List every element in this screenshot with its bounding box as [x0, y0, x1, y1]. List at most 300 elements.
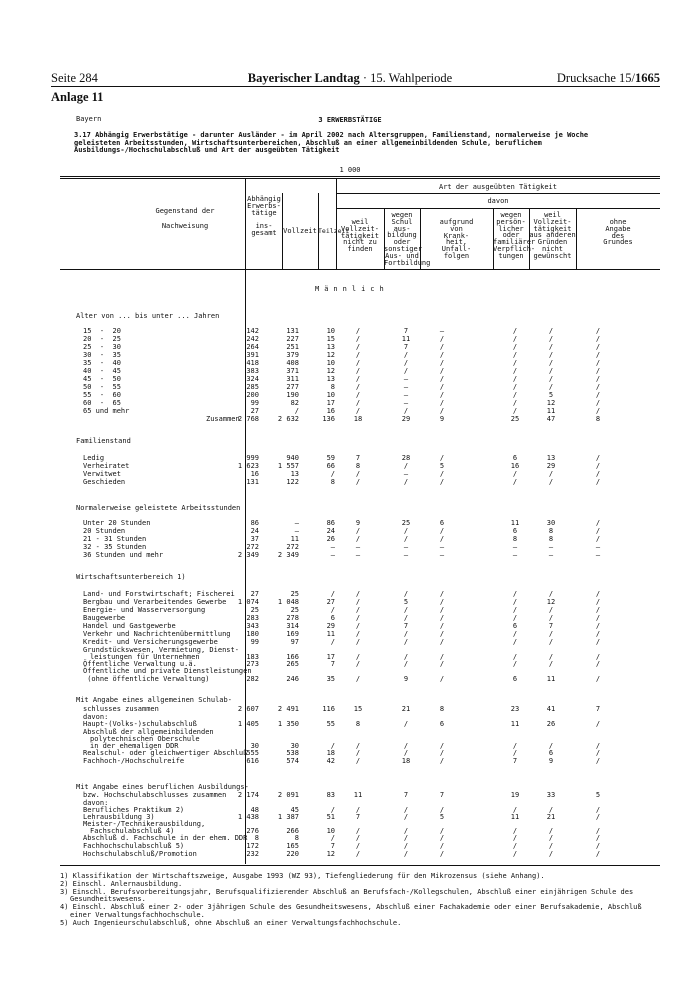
cell-col-8: / — [595, 660, 601, 668]
rule-group — [336, 193, 660, 194]
cell-col-5: / — [439, 359, 445, 367]
cell-col-4: / — [403, 834, 409, 842]
cell-col-4: – — [403, 470, 409, 478]
cell-col-4: 25 — [401, 519, 411, 527]
row-label: 40 - 45 — [83, 367, 121, 375]
col-header-reason-1: weil Vollzeit-tätigkeit nicht zu finden — [341, 218, 379, 254]
cell-col-8: / — [595, 757, 601, 765]
row-label: Berufliches Praktikum 2) — [83, 806, 185, 814]
legislative-period: · 15. Wahlperiode — [359, 71, 453, 85]
cell-col-6: 25 — [510, 415, 520, 423]
cell-col-0: 172 — [246, 842, 259, 850]
cell-col-2: 59 — [326, 454, 335, 462]
row-label: Baugewerbe — [83, 614, 126, 622]
cell-col-5: 6 — [439, 519, 445, 527]
cell-col-7: / — [548, 653, 554, 661]
cell-col-3: / — [355, 470, 361, 478]
document-prefix: Drucksache 15/ — [556, 71, 635, 85]
cell-col-6: / — [512, 478, 518, 486]
cell-col-1: 1 350 — [277, 720, 299, 728]
row-label: Lehrausbildung 3) — [83, 813, 155, 821]
cell-col-0: 1 623 — [237, 462, 259, 470]
cell-col-5: / — [439, 407, 445, 415]
row-label: Öffentliche Verwaltung u.ä. — [83, 660, 197, 668]
cell-col-7: / — [548, 590, 554, 598]
cell-col-3: / — [355, 630, 361, 638]
cell-col-1: – — [294, 519, 299, 527]
cell-col-0: 264 — [246, 343, 259, 351]
cell-col-7: 7 — [548, 622, 554, 630]
cell-col-3: / — [355, 383, 361, 391]
cell-col-4: – — [403, 375, 409, 383]
cell-col-7: / — [548, 327, 554, 335]
cell-col-5: / — [439, 806, 445, 814]
cell-col-1: 251 — [286, 343, 299, 351]
cell-col-7: 29 — [546, 462, 556, 470]
row-label: Familienstand — [76, 437, 131, 445]
col-header-reason-3: aufgrund von Krank-heit, Unfall-folgen — [439, 218, 474, 260]
cell-col-3: / — [355, 757, 361, 765]
cell-col-1: 30 — [290, 742, 299, 750]
cell-col-6: 16 — [510, 462, 520, 470]
cell-col-3: / — [355, 614, 361, 622]
footnote: 2) Einschl. Anlernausbildung. — [60, 879, 183, 888]
cell-col-0: 2 174 — [237, 791, 259, 799]
cell-col-4: – — [403, 391, 409, 399]
cell-col-5: / — [439, 630, 445, 638]
cell-col-4: / — [403, 720, 409, 728]
row-label: schlusses zusammen — [83, 705, 159, 713]
cell-col-1: 165 — [286, 842, 299, 850]
cell-col-4: 18 — [401, 757, 411, 765]
cell-col-0: 99 — [250, 399, 259, 407]
cell-col-8: / — [595, 399, 601, 407]
cell-col-5: / — [439, 535, 445, 543]
cell-col-3: / — [355, 827, 361, 835]
cell-col-3: / — [355, 343, 361, 351]
cell-col-7: 13 — [546, 454, 556, 462]
cell-col-6: 23 — [510, 705, 520, 713]
section-heading-row — [0, 313, 700, 321]
cell-col-5: / — [439, 367, 445, 375]
cell-col-4: – — [403, 383, 409, 391]
section-title: Männlich — [315, 285, 389, 293]
cell-col-8: / — [595, 622, 601, 630]
cell-col-6: / — [512, 660, 518, 668]
row-label: Fachhoch-/Hochschulreife — [83, 757, 185, 765]
cell-col-5: / — [439, 660, 445, 668]
cell-col-6: / — [512, 590, 518, 598]
cell-col-5: / — [439, 598, 445, 606]
cell-col-7: / — [548, 630, 554, 638]
cell-col-2: 86 — [326, 519, 335, 527]
cell-col-6: / — [512, 399, 518, 407]
cell-col-7: 9 — [548, 757, 554, 765]
subject-header — [130, 208, 240, 230]
cell-col-2: / — [330, 834, 335, 842]
rule-header-bottom — [60, 269, 660, 270]
cell-col-7: / — [548, 834, 554, 842]
cell-col-1: 574 — [286, 757, 299, 765]
cell-col-2: 10 — [326, 359, 335, 367]
row-label: Zusammen — [206, 415, 240, 423]
cell-col-3: / — [355, 834, 361, 842]
cell-col-0: 2 349 — [237, 551, 259, 559]
cell-col-3: / — [355, 638, 361, 646]
cell-col-1: 166 — [286, 653, 299, 661]
cell-col-8: / — [595, 470, 601, 478]
row-label: polytechnischen Oberschule — [90, 735, 200, 743]
cell-col-3: 15 — [353, 705, 363, 713]
cell-col-5: / — [439, 606, 445, 614]
col-header-fulltime: Vollzeit — [283, 227, 317, 235]
section-heading-row — [0, 697, 700, 705]
cell-col-5: / — [439, 391, 445, 399]
cell-col-4: / — [403, 590, 409, 598]
cell-col-6: 11 — [510, 813, 520, 821]
cell-col-0: 24 — [250, 527, 259, 535]
section-heading-row — [0, 438, 700, 446]
cell-col-6: – — [512, 543, 518, 551]
cell-col-1: 278 — [286, 614, 299, 622]
cell-col-1: 246 — [286, 675, 299, 683]
cell-col-1: / — [294, 407, 299, 415]
cell-col-3: / — [355, 351, 361, 359]
cell-col-1: 538 — [286, 749, 299, 757]
cell-col-4: 11 — [401, 335, 411, 343]
cell-col-6: / — [512, 742, 518, 750]
cell-col-7: / — [548, 806, 554, 814]
cell-col-1: 1 387 — [277, 813, 299, 821]
row-label: 35 - 40 — [83, 359, 121, 367]
cell-col-6: / — [512, 842, 518, 850]
cell-col-5: / — [439, 842, 445, 850]
cell-col-1: 227 — [286, 335, 299, 343]
col-group-activity: Art der ausgeübten Tätigkeit — [438, 183, 557, 191]
row-label: Abschluß der allgemeinbildenden — [83, 728, 214, 736]
cell-col-2: / — [330, 742, 335, 750]
cell-col-5: / — [439, 470, 445, 478]
section-heading-row — [0, 505, 700, 513]
chapter-heading: 3 ERWERBSTÄTIGE — [318, 116, 382, 124]
cell-col-4: / — [403, 351, 409, 359]
cell-col-2: 42 — [326, 757, 335, 765]
cell-col-2: / — [330, 606, 335, 614]
cell-col-7: / — [548, 478, 554, 486]
cell-col-2: 55 — [326, 720, 335, 728]
col-group-davon: davon — [487, 197, 509, 205]
cell-col-0: 242 — [246, 335, 259, 343]
cell-col-3: / — [355, 606, 361, 614]
cell-col-1: 97 — [290, 638, 299, 646]
cell-col-2: 29 — [326, 622, 335, 630]
col-header-parttime: Teilzeit — [318, 227, 350, 235]
cell-col-8: / — [595, 327, 601, 335]
row-label: Verkehr und Nachrichtenübermittlung — [83, 630, 231, 638]
cell-col-6: / — [512, 407, 518, 415]
col-header-reason-5: weil Vollzeit-tätigkeit aus anderen Gründen nicht gewünscht — [529, 211, 576, 260]
cell-col-0: 37 — [250, 535, 259, 543]
row-label: Alter von ... bis unter ... Jahren — [76, 312, 220, 320]
row-label: 21 - 31 Stunden — [83, 535, 147, 543]
col-header-total: Abhängig Erwerbs-tätige ins-gesamt — [247, 195, 281, 237]
cell-col-1: 13 — [290, 470, 299, 478]
col-header-reason-2: wegen Schul aus-bildung oder sonstiger Aus- und Fortbildung — [384, 211, 431, 267]
cell-col-8: / — [595, 720, 601, 728]
cell-col-8: 7 — [595, 705, 601, 713]
cell-col-4: 5 — [403, 598, 409, 606]
cell-col-8: / — [595, 630, 601, 638]
cell-col-2: / — [330, 638, 335, 646]
cell-col-5: – — [439, 543, 445, 551]
cell-col-2: 10 — [326, 327, 335, 335]
cell-col-0: 616 — [246, 757, 259, 765]
cell-col-7: / — [548, 638, 554, 646]
cell-col-3: 8 — [355, 720, 361, 728]
cell-col-4: / — [403, 606, 409, 614]
cell-col-1: 82 — [290, 399, 299, 407]
cell-col-2: – — [330, 543, 335, 551]
cell-col-3: / — [355, 660, 361, 668]
cell-col-1: 2 091 — [277, 791, 299, 799]
document-id: 1665 — [635, 71, 660, 85]
cell-col-1: 11 — [290, 535, 299, 543]
cell-col-2: 10 — [326, 827, 335, 835]
cell-col-0: 183 — [246, 653, 259, 661]
row-label: Hochschulabschluß/Promotion — [83, 850, 197, 858]
cell-col-2: / — [330, 470, 335, 478]
cell-col-7: / — [548, 359, 554, 367]
row-label: leistungen für Unternehmen — [90, 653, 200, 661]
cell-col-7: 26 — [546, 720, 556, 728]
cell-col-4: / — [403, 527, 409, 535]
row-label: Öffentliche und private Dienstleistungen — [83, 667, 252, 675]
cell-col-5: / — [439, 622, 445, 630]
cell-col-7: / — [548, 827, 554, 835]
subject-header-line2: Nachweisung — [161, 221, 209, 230]
cell-col-0: 282 — [246, 675, 259, 683]
row-label: Grundstückswesen, Vermietung, Dienst- — [83, 646, 239, 654]
cell-col-0: 391 — [246, 351, 259, 359]
cell-col-2: 17 — [326, 399, 335, 407]
footnote: 3) Einschl. Berufsvorbereitungsjahr, Berufsqualifizierender Abschluß an Berufsfach-/Kollegschulen, Abschluß einer einjährigen Schule des Gesundheitswesens. — [60, 887, 638, 904]
cell-col-0: 27 — [250, 590, 259, 598]
cell-col-8: – — [595, 543, 601, 551]
cell-col-8: / — [595, 462, 601, 470]
row-label: Verwitwet — [83, 470, 121, 478]
cell-col-5: / — [439, 742, 445, 750]
row-label: 32 - 35 Stunden — [83, 543, 147, 551]
cell-col-5: 9 — [439, 415, 445, 423]
cell-col-2: / — [330, 590, 335, 598]
section-heading-row — [0, 574, 700, 582]
cell-col-1: 122 — [286, 478, 299, 486]
cell-col-0: 99 — [250, 638, 259, 646]
appendix-label: Anlage 11 — [51, 90, 104, 104]
cell-col-0: 324 — [246, 375, 259, 383]
row-label: davon: — [83, 713, 109, 721]
cell-col-7: 11 — [546, 407, 556, 415]
cell-col-8: / — [595, 813, 601, 821]
cell-col-5: / — [439, 399, 445, 407]
cell-col-7: / — [548, 367, 554, 375]
cell-col-5: / — [439, 335, 445, 343]
row-label: 15 - 20 — [83, 327, 121, 335]
cell-col-4: / — [403, 842, 409, 850]
row-label: 30 - 35 — [83, 351, 121, 359]
cell-col-5: 6 — [439, 720, 445, 728]
cell-col-4: / — [403, 742, 409, 750]
cell-col-4: 7 — [403, 343, 409, 351]
cell-col-8: / — [595, 375, 601, 383]
cell-col-4: 29 — [401, 415, 411, 423]
row-label: Haupt-(Volks-)schulabschluß — [83, 720, 197, 728]
cell-col-8: / — [595, 675, 601, 683]
cell-col-7: 47 — [546, 415, 556, 423]
cell-col-8: / — [595, 535, 601, 543]
cell-col-8: / — [595, 653, 601, 661]
cell-col-2: 83 — [326, 791, 335, 799]
row-label: Mit Angabe eines allgemeinen Schulab- — [76, 696, 232, 704]
cell-col-7: / — [548, 606, 554, 614]
cell-col-2: 27 — [326, 598, 335, 606]
cell-col-1: 379 — [286, 351, 299, 359]
cell-col-3: / — [355, 399, 361, 407]
cell-col-2: 116 — [322, 705, 335, 713]
cell-col-1: 408 — [286, 359, 299, 367]
cell-col-6: / — [512, 343, 518, 351]
cell-col-8: / — [595, 834, 601, 842]
cell-col-0: 86 — [250, 519, 259, 527]
cell-col-1: 277 — [286, 383, 299, 391]
cell-col-5: / — [439, 590, 445, 598]
cell-col-5: / — [439, 850, 445, 858]
cell-col-0: 383 — [246, 367, 259, 375]
table-row — [0, 479, 700, 487]
cell-col-7: 5 — [548, 391, 554, 399]
cell-col-3: 7 — [355, 813, 361, 821]
cell-col-8: / — [595, 806, 601, 814]
cell-col-0: 276 — [246, 827, 259, 835]
row-label: Unter 20 Stunden — [83, 519, 151, 527]
row-label: Verheiratet — [83, 462, 130, 470]
cell-col-4: 28 — [401, 454, 411, 462]
cell-col-7: / — [548, 660, 554, 668]
cell-col-0: 27 — [250, 407, 259, 415]
cell-col-6: 7 — [512, 757, 518, 765]
cell-col-2: 26 — [326, 535, 335, 543]
cell-col-2: 18 — [326, 749, 335, 757]
cell-col-8: 8 — [595, 415, 601, 423]
row-label: Energie- und Wasserversorgung — [83, 606, 206, 614]
rule-top-double — [60, 178, 660, 179]
cell-col-5: 5 — [439, 813, 445, 821]
cell-col-7: 12 — [546, 399, 556, 407]
cell-col-7: 21 — [546, 813, 556, 821]
cell-col-2: 7 — [330, 660, 335, 668]
cell-col-1: 169 — [286, 630, 299, 638]
cell-col-8: – — [595, 551, 601, 559]
cell-col-8: / — [595, 454, 601, 462]
cell-col-4: 7 — [403, 622, 409, 630]
cell-col-8: / — [595, 383, 601, 391]
cell-col-7: 30 — [546, 519, 556, 527]
cell-col-1: 2 632 — [277, 415, 299, 423]
cell-col-1: – — [294, 527, 299, 535]
table-row — [0, 758, 700, 766]
cell-col-5: / — [439, 749, 445, 757]
cell-col-7: / — [548, 842, 554, 850]
row-label: (ohne öffentliche Verwaltung) — [83, 675, 210, 683]
cell-col-8: / — [595, 478, 601, 486]
cell-col-6: 19 — [510, 791, 520, 799]
cell-col-4: 9 — [403, 675, 409, 683]
cell-col-0: 343 — [246, 622, 259, 630]
cell-col-6: 8 — [512, 535, 518, 543]
cell-col-3: / — [355, 335, 361, 343]
row-label: 20 Stunden — [83, 527, 126, 535]
cell-col-7: / — [548, 351, 554, 359]
cell-col-3: / — [355, 590, 361, 598]
cell-col-0: 283 — [246, 614, 259, 622]
page-number: Seite 284 — [51, 71, 98, 85]
cell-col-3: / — [355, 359, 361, 367]
cell-col-6: / — [512, 630, 518, 638]
document-number — [557, 71, 660, 86]
cell-col-8: / — [595, 343, 601, 351]
parliament-name: Bayerischer Landtag — [247, 71, 360, 85]
cell-col-6: / — [512, 335, 518, 343]
cell-col-4: / — [403, 614, 409, 622]
cell-col-2: 13 — [326, 343, 335, 351]
cell-col-0: 16 — [250, 470, 259, 478]
cell-col-6: 6 — [512, 675, 518, 683]
cell-col-3: 18 — [353, 415, 363, 423]
cell-col-6: 11 — [510, 720, 520, 728]
cell-col-4: / — [403, 478, 409, 486]
row-label: 36 Stunden und mehr — [83, 551, 164, 559]
cell-col-8: / — [595, 842, 601, 850]
cell-col-6: / — [512, 834, 518, 842]
cell-col-1: 45 — [290, 806, 299, 814]
footnote: 5) Auch Ingenieurschulabschluß, ohne Abschluß an einer Verwaltungsfachhochschule. — [60, 918, 402, 927]
cell-col-0: 272 — [246, 543, 259, 551]
cell-col-6: – — [512, 551, 518, 559]
cell-col-5: / — [439, 614, 445, 622]
cell-col-2: 7 — [330, 842, 335, 850]
cell-col-3: / — [355, 327, 361, 335]
cell-col-8: / — [595, 614, 601, 622]
cell-col-8: / — [595, 391, 601, 399]
cell-col-1: 2 349 — [277, 551, 299, 559]
cell-col-6: / — [512, 806, 518, 814]
cell-col-0: 273 — [246, 660, 259, 668]
cell-col-6: / — [512, 598, 518, 606]
row-label: 55 - 60 — [83, 391, 121, 399]
rule-top — [60, 176, 660, 177]
cell-col-2: 11 — [326, 630, 335, 638]
cell-col-5: / — [439, 454, 445, 462]
cell-col-3: / — [355, 478, 361, 486]
row-label: Handel und Gastgewerbe — [83, 622, 176, 630]
header-rule — [51, 86, 660, 87]
cell-col-2: 51 — [326, 813, 335, 821]
cell-col-0: 2 768 — [237, 415, 259, 423]
cell-col-4: / — [403, 535, 409, 543]
cell-col-8: / — [595, 742, 601, 750]
cell-col-5: 7 — [439, 791, 445, 799]
footnotes — [60, 873, 660, 928]
